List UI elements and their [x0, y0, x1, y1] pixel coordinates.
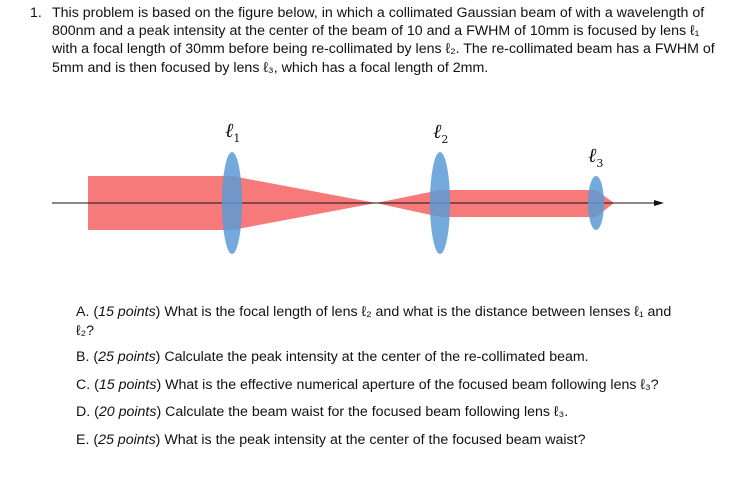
lens-3: [588, 176, 604, 230]
question-points: 25 points: [98, 431, 156, 448]
question-b: B. (25 points) Calculate the peak intensity at the center of the re-collimated beam.: [76, 349, 589, 366]
question-d: D. (20 points) Calculate the beam waist for the focused beam following lens ℓ₃.: [76, 404, 569, 421]
question-a: A. (15 points) What is the focal length of lens ℓ₂ and what is the distance between lenses ℓ₁ and ℓ₂?: [76, 304, 672, 339]
question-points: 15 points: [98, 376, 157, 393]
question-points: 15 points: [98, 304, 156, 320]
problem-text: This problem is based on the figure below, in which a collimated Gaussian beam of with a wavelength of 800nm and a peak intensity at the center of the beam of 10 and a FWHM of 10mm is focused by lens ℓ₁ with a focal length of 30mm before being re-collimated by lens ℓ₂. The re-collimated beam has a FWHM of 5mm and is then focused by lens ℓ₃, which has a focal length of 2mm.: [52, 5, 715, 76]
lens-1: [222, 152, 242, 254]
question-text: Calculate the peak intensity at the center of the re-collimated beam.: [164, 349, 589, 366]
question-letter: A.: [76, 304, 90, 320]
question-text: What is the effective numerical aperture of the focused beam following lens ℓ₃?: [165, 376, 659, 393]
axis-arrowhead: [654, 200, 664, 206]
question-letter: E.: [76, 431, 90, 448]
question-c: C. (15 points) What is the effective numerical aperture of the focused beam following lens ℓ₃?: [76, 376, 659, 393]
question-e: E. (25 points) What is the peak intensity at the center of the focused beam waist?: [76, 431, 586, 448]
question-letter: C.: [76, 376, 91, 393]
question-points: 25 points: [98, 349, 156, 366]
lens-2-label: ℓ$_2$: [433, 119, 449, 146]
lens-1-label: ℓ$_1$: [225, 118, 241, 145]
lens-2: [430, 152, 450, 254]
problem-number: 1.: [30, 5, 42, 21]
question-points: 20 points: [98, 404, 157, 421]
question-letter: D.: [76, 404, 91, 421]
question-text: What is the focal length of lens ℓ₂ and what is the distance between lenses ℓ₁ and ℓ₂?: [76, 304, 672, 339]
question-list: [76, 303, 676, 450]
question-letter: B.: [76, 349, 90, 366]
lens-3-label: ℓ$_3$: [588, 143, 604, 170]
question-text: Calculate the beam waist for the focused beam following lens ℓ₃.: [165, 404, 569, 421]
question-text: What is the peak intensity at the center of the focused beam waist?: [164, 431, 586, 448]
